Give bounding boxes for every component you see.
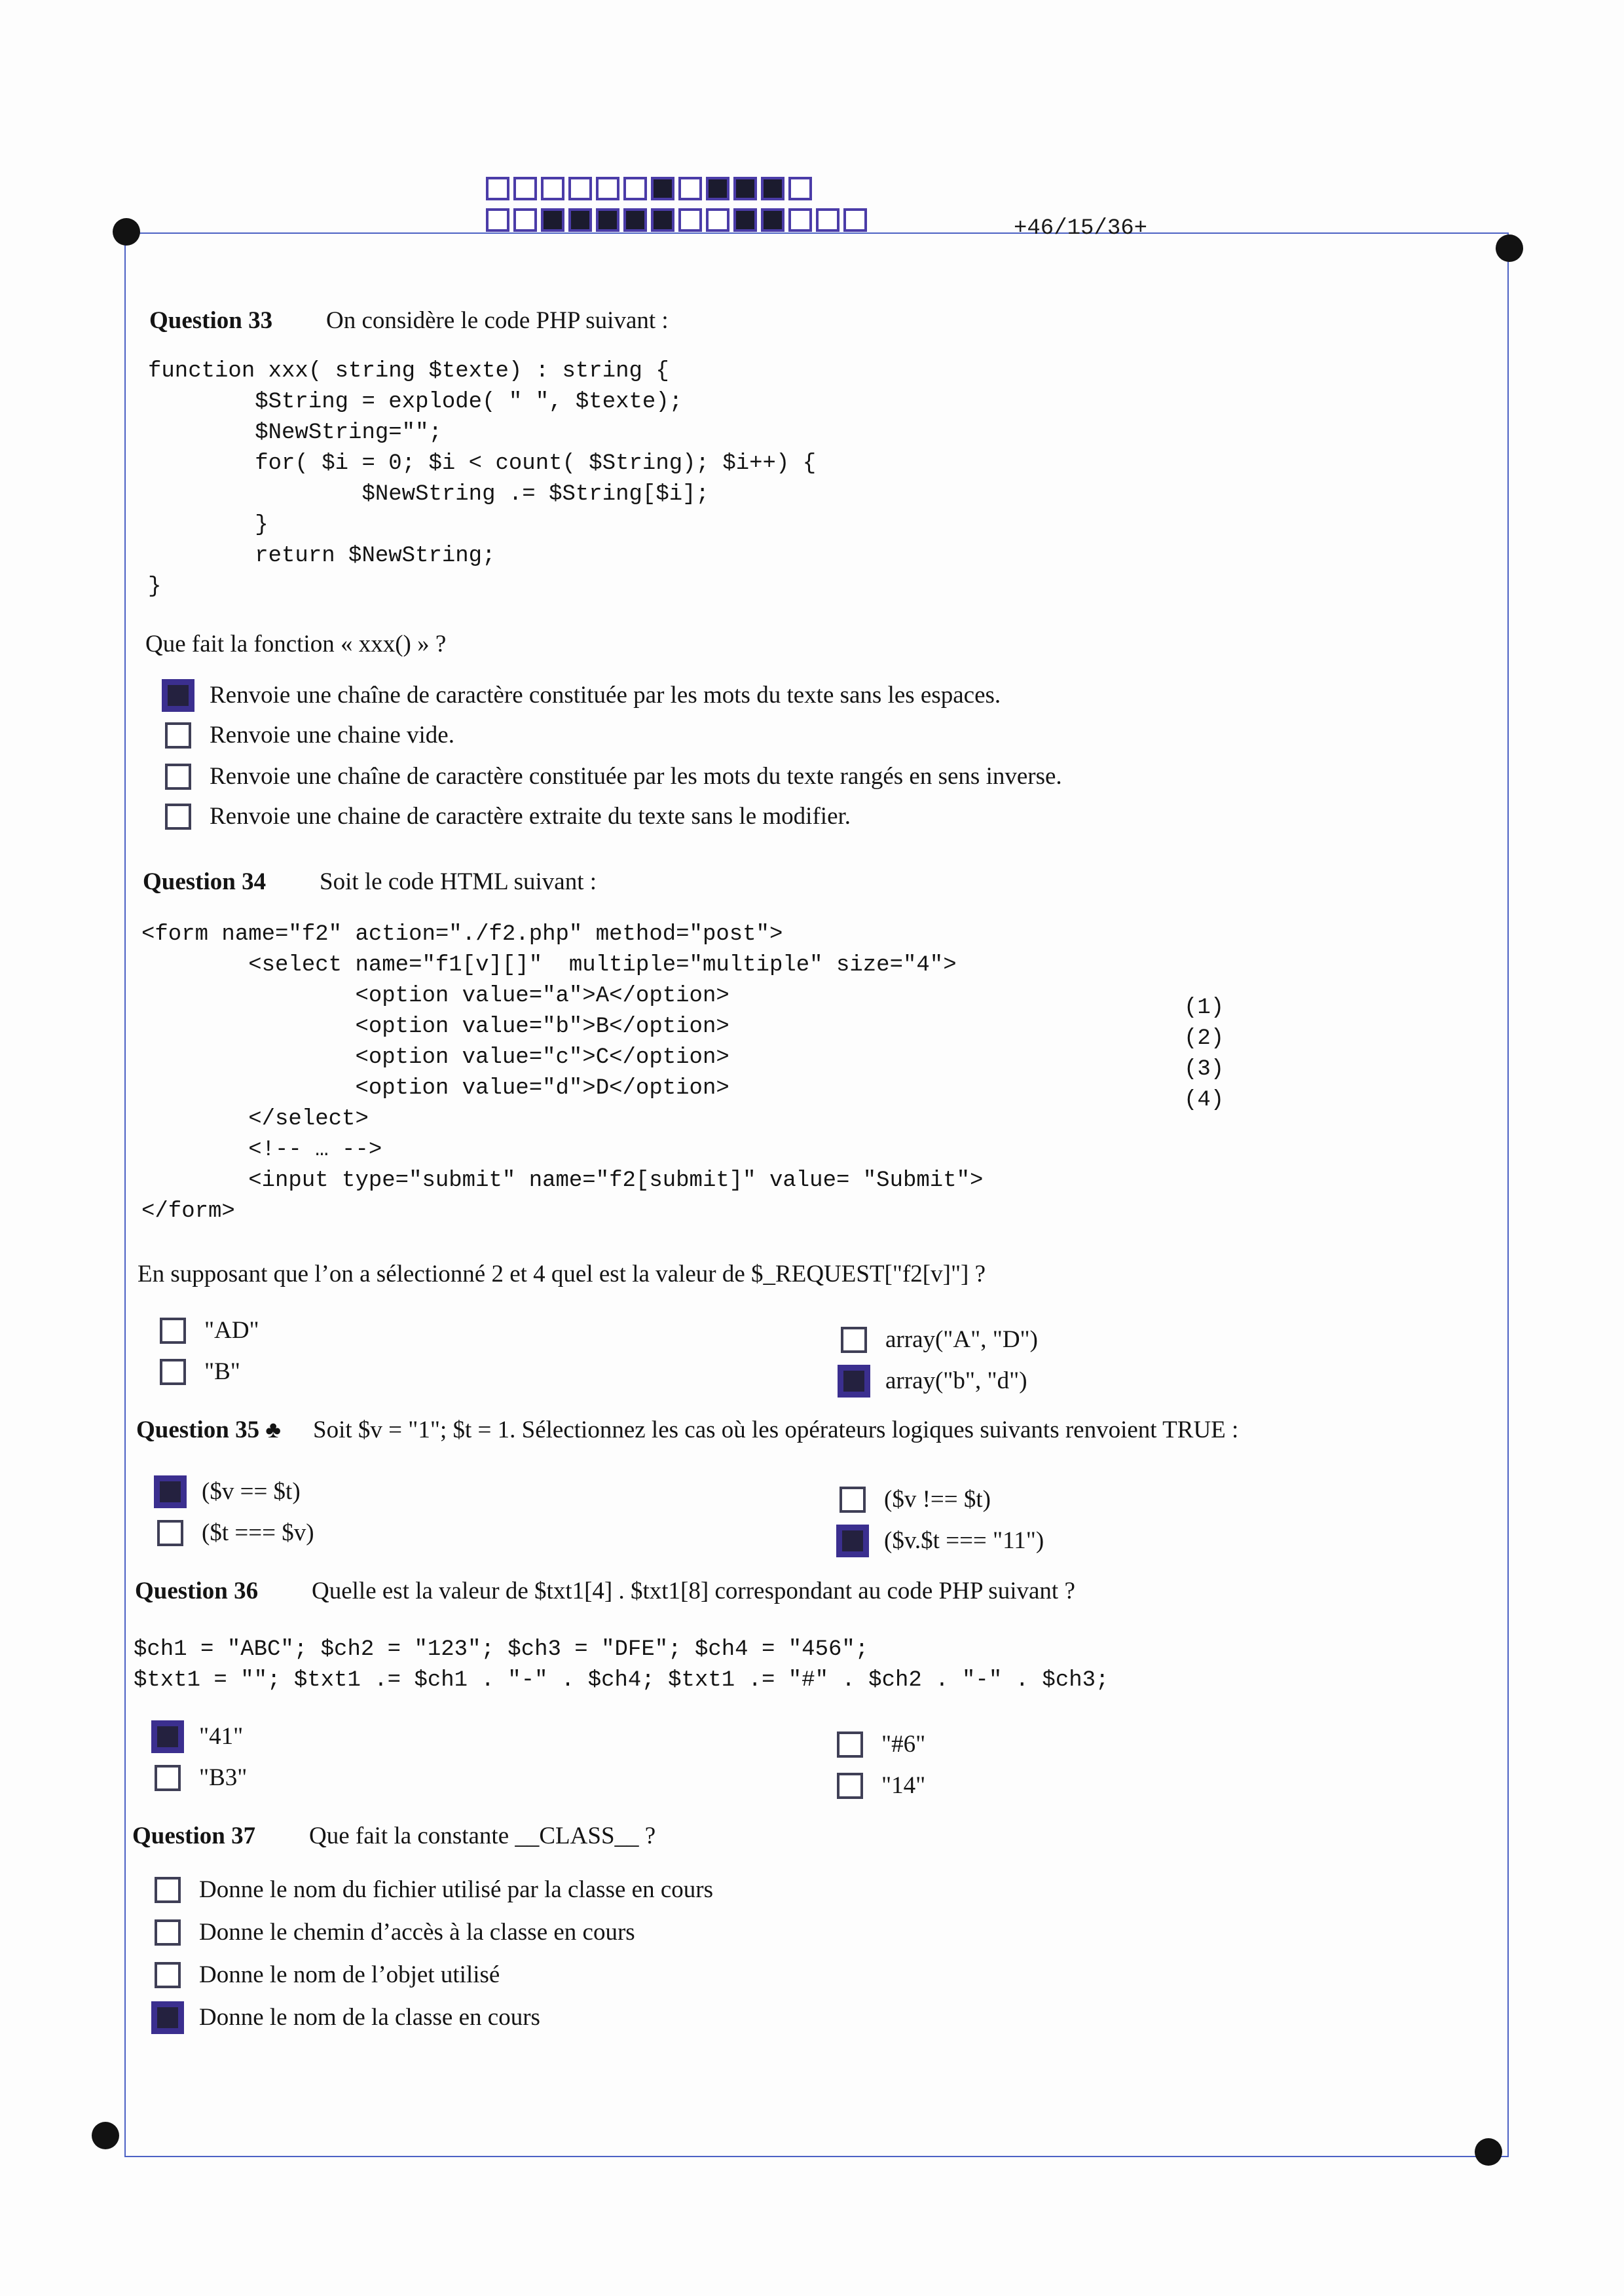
checkbox[interactable] xyxy=(155,1919,181,1946)
answer-text: Renvoie une chaîne de caractère constituée par les mots du texte rangés en sens inverse. xyxy=(210,763,1062,790)
question-33-text: On considère le code PHP suivant : xyxy=(326,307,669,334)
answer-text: "B" xyxy=(204,1358,240,1385)
page-id: +46/15/36+ xyxy=(1014,216,1148,241)
question-37-text: Que fait la constante __CLASS__ ? xyxy=(309,1823,656,1849)
answer-item[interactable] xyxy=(841,1367,1038,1395)
barcode-cell xyxy=(623,177,647,200)
question-35-answers-right xyxy=(840,1485,1044,1555)
barcode-cell xyxy=(733,177,757,200)
answer-item[interactable] xyxy=(155,1918,713,1946)
question-35-label: Question 35 xyxy=(136,1416,260,1443)
question-33-label: Question 33 xyxy=(149,307,273,334)
checkbox[interactable] xyxy=(157,1520,183,1546)
barcode-cell xyxy=(651,177,674,200)
answer-text: Renvoie une chaine vide. xyxy=(210,722,454,749)
barcode-cell xyxy=(678,177,702,200)
answer-item[interactable] xyxy=(165,681,1062,709)
barcode-cell xyxy=(788,177,812,200)
barcode-cell xyxy=(816,208,840,232)
answer-item[interactable] xyxy=(160,1358,259,1386)
barcode-cell xyxy=(761,208,784,232)
question-34-text: Soit le code HTML suivant : xyxy=(320,868,597,895)
barcode-cell xyxy=(486,208,509,232)
answer-item[interactable] xyxy=(165,762,1062,790)
checkbox[interactable] xyxy=(155,2005,181,2031)
checkbox[interactable] xyxy=(155,1877,181,1903)
answer-item[interactable] xyxy=(160,1316,259,1344)
barcode-cell xyxy=(513,208,537,232)
checkbox[interactable] xyxy=(840,1487,866,1513)
question-36-code: $ch1 = "ABC"; $ch2 = "123"; $ch3 = "DFE"; $ch4 = "456"; $txt1 = ""; $txt1 .= $ch1 . "-" . $ch4; $txt1 .= "#" . $ch2 . "-" . $ch3; xyxy=(134,1637,1109,1693)
answer-text: "41" xyxy=(199,1723,244,1750)
code-line-numbers xyxy=(1184,993,1224,1116)
answer-item[interactable] xyxy=(165,721,1062,749)
corner-mark-bottom-right xyxy=(1475,2138,1502,2166)
checkbox[interactable] xyxy=(837,1731,863,1758)
line-number: (2) xyxy=(1184,1026,1225,1051)
barcode-cell xyxy=(678,208,702,232)
checkbox[interactable] xyxy=(155,1724,181,1750)
barcode-cell xyxy=(706,177,729,200)
question-36-heading xyxy=(135,1577,1075,1605)
barcode-cell xyxy=(486,177,509,200)
answer-text: Donne le nom de la classe en cours xyxy=(199,2004,540,2031)
question-36-text: Quelle est la valeur de $txt1[4] . $txt1[8] correspondant au code PHP suivant ? xyxy=(312,1578,1075,1604)
answer-item[interactable] xyxy=(837,1730,925,1758)
answer-text: ($v !== $t) xyxy=(884,1486,991,1513)
question-35-label-wrap xyxy=(136,1416,313,1444)
barcode-cell xyxy=(541,208,564,232)
answer-item[interactable] xyxy=(155,2003,713,2031)
checkbox[interactable] xyxy=(160,1318,186,1344)
barcode-cell xyxy=(596,208,619,232)
answer-text: ($v == $t) xyxy=(202,1478,301,1505)
question-33-code: function xxx( string $texte) : string { $String = explode( " ", $texte); $NewString=""; for( $i = 0; $i < count( $String); $i++) { $NewString .= $String[$i]; } return $NewString; } xyxy=(148,359,817,599)
answer-text: "B3" xyxy=(199,1764,248,1791)
barcode-cell xyxy=(843,208,867,232)
answer-text: ($v.$t === "11") xyxy=(884,1527,1044,1554)
barcode-cell xyxy=(761,177,784,200)
answer-text: "#6" xyxy=(881,1731,926,1758)
corner-mark-top-right xyxy=(1496,234,1523,262)
question-33-prompt: Que fait la fonction « xxx() » ? xyxy=(145,631,447,657)
question-35-heading xyxy=(136,1416,1238,1444)
checkbox[interactable] xyxy=(837,1773,863,1799)
answer-text: "AD" xyxy=(204,1317,259,1344)
barcode-cell xyxy=(541,177,564,200)
answer-text: Donne le nom du fichier utilisé par la classe en cours xyxy=(199,1876,713,1903)
checkbox[interactable] xyxy=(165,804,191,830)
barcode-cell xyxy=(733,208,757,232)
answer-item[interactable] xyxy=(840,1485,1044,1513)
answer-item[interactable] xyxy=(837,1771,925,1800)
id-barcode-bottom xyxy=(486,208,867,232)
barcode-cell xyxy=(788,208,812,232)
answer-item[interactable] xyxy=(155,1961,713,1989)
checkbox[interactable] xyxy=(157,1479,183,1505)
question-34-prompt: En supposant que l’on a sélectionné 2 et 4 quel est la valeur de $_REQUEST["f2[v]"] ? xyxy=(138,1261,986,1287)
question-35-text: Soit $v = "1"; $t = 1. Sélectionnez les cas où les opérateurs logiques suivants renvoient TRUE : xyxy=(313,1416,1239,1443)
barcode-cell xyxy=(568,208,592,232)
question-35-answers-left xyxy=(157,1477,314,1547)
id-barcode-top xyxy=(486,177,812,200)
checkbox[interactable] xyxy=(165,722,191,749)
answer-item[interactable] xyxy=(155,1764,247,1792)
answer-text: Donne le chemin d’accès à la classe en cours xyxy=(199,1919,635,1946)
checkbox[interactable] xyxy=(165,682,191,709)
answer-text: array("b", "d") xyxy=(885,1367,1027,1394)
checkbox[interactable] xyxy=(155,1962,181,1988)
answer-item[interactable] xyxy=(155,1876,713,1904)
answer-text: "14" xyxy=(881,1772,926,1799)
question-34-label: Question 34 xyxy=(143,868,267,895)
answer-item[interactable] xyxy=(165,802,1062,830)
question-33-answers xyxy=(165,681,1062,830)
question-37-heading xyxy=(132,1822,655,1850)
question-34-code: <form name="f2" action="./f2.php" method="post"> <select name="f1[v][]" multiple="multiple" size="4"> <option value="a">A</option> <option value="b">B</option> <option value="c">C</option> <option value="d">D</option> </select> <!-- … --> <input type="submit" name="f2[submit]" value= "Submit"> </form> xyxy=(141,922,984,1224)
answer-text: Renvoie une chaine de caractère extraite du texte sans le modifier. xyxy=(210,803,851,830)
line-number: (1) xyxy=(1184,995,1225,1020)
line-number: (3) xyxy=(1184,1057,1225,1082)
answer-text: Donne le nom de l’objet utilisé xyxy=(199,1961,500,1988)
checkbox[interactable] xyxy=(841,1368,867,1394)
checkbox[interactable] xyxy=(165,764,191,790)
question-33-heading xyxy=(149,306,669,335)
checkbox[interactable] xyxy=(841,1327,867,1353)
barcode-cell xyxy=(596,177,619,200)
question-34-answers-left xyxy=(160,1316,259,1386)
line-number: (4) xyxy=(1184,1088,1225,1113)
question-36-answers-right xyxy=(837,1730,925,1800)
answer-item[interactable] xyxy=(840,1527,1044,1555)
barcode-cell xyxy=(513,177,537,200)
answer-item[interactable] xyxy=(841,1325,1038,1354)
answer-item[interactable] xyxy=(155,1722,247,1750)
question-36-label: Question 36 xyxy=(135,1578,259,1604)
corner-mark-bottom-left xyxy=(92,2122,119,2149)
corner-mark-top-left xyxy=(113,218,140,246)
barcode-cell xyxy=(623,208,647,232)
checkbox[interactable] xyxy=(160,1359,186,1385)
question-37-label: Question 37 xyxy=(132,1823,256,1849)
question-36-answers-left xyxy=(155,1722,247,1792)
checkbox[interactable] xyxy=(155,1765,181,1791)
answer-text: ($t === $v) xyxy=(202,1519,314,1546)
checkbox[interactable] xyxy=(840,1528,866,1554)
answer-text: Renvoie une chaîne de caractère constituée par les mots du texte sans les espaces. xyxy=(210,682,1001,709)
club-icon: ♣ xyxy=(265,1416,281,1443)
question-37-answers xyxy=(155,1876,713,2031)
barcode-cell xyxy=(568,177,592,200)
answer-text: array("A", "D") xyxy=(885,1326,1038,1353)
answer-item[interactable] xyxy=(157,1519,314,1547)
barcode-cell xyxy=(651,208,674,232)
question-34-heading xyxy=(143,868,597,896)
answer-item[interactable] xyxy=(157,1477,314,1506)
barcode-cell xyxy=(706,208,729,232)
question-34-answers-right xyxy=(841,1325,1038,1395)
